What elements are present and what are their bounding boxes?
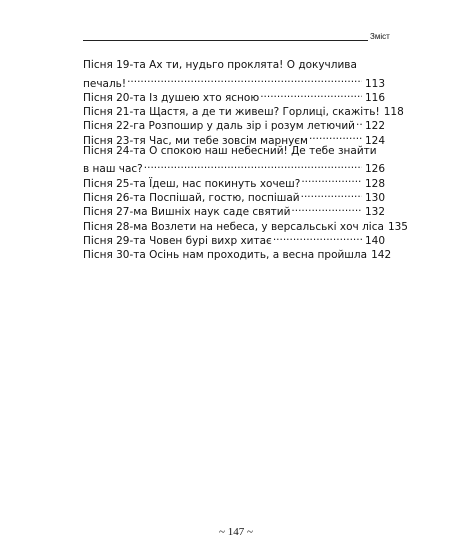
toc-entry-line [83,158,385,176]
toc-entry-title: Пісня 29-та Човен бурі вихр хитає [83,234,272,247]
toc-entry-page: 142 [371,249,392,262]
toc-entry-title: Пісня 26-та Поспішай, гостю, поспішай [83,191,300,204]
dot-leader [301,172,362,186]
toc-entry-page: 130 [364,191,385,204]
toc-entry-page: 113 [364,77,385,90]
toc-entry-page: 128 [364,177,385,190]
toc-entry-title: в наш час? [83,163,143,176]
dot-leader [127,72,362,86]
toc-entry-page: 135 [387,220,408,233]
toc-entry-page: 116 [364,91,385,104]
toc-entry-title: печаль! [83,77,127,90]
toc-entry-title: Пісня 22-га Розпошир у даль зір і розум летючий [83,120,355,133]
dot-leader [273,230,362,244]
dot-leader [301,187,362,201]
header-rule [83,40,368,41]
toc-entry-page: 118 [383,106,404,119]
toc-entry-title: Пісня 28-ма Возлети на небеса, у версальські хоч ліса [83,220,384,233]
toc-entry-title: Пісня 23-тя Час, ми тебе зовсім марнуєм [83,134,308,147]
toc-entry-line [83,144,385,158]
toc-entry-title: Пісня 19-та Ах ти, нудьго проклята! О докучлива [83,59,357,71]
dot-leader [291,201,362,215]
table-of-contents [83,58,408,262]
toc-entry-title: Пісня 27-ма Вишніх наук саде святий [83,206,291,219]
page-number: ~ 147 ~ [219,526,253,538]
toc-entry-title: Пісня 21-та Щастя, а де ти живеш? Горлиці, скажіть! [83,106,380,119]
toc-entry-page: 126 [364,163,385,176]
dot-leader [309,129,362,143]
toc-entry-line [83,72,385,90]
toc-entry-title: Пісня 25-та Їдеш, нас покинуть хочеш? [83,177,301,190]
toc-entry-line [83,87,385,104]
toc-entry-page: 122 [364,120,385,133]
toc-entry-title: Пісня 24-та О спокою наш небесний! Де тебе знайти [83,144,377,157]
toc-entry-page: 140 [364,234,385,247]
dot-leader [260,87,362,101]
running-header: Зміст [370,32,390,41]
dot-leader [356,115,362,129]
toc-entry-line [83,58,385,72]
toc-entry-title: Пісня 30-та Осінь нам проходить, а весна пройшла [83,249,368,262]
toc-entry-page: 124 [364,134,385,147]
dot-leader [144,158,362,172]
toc-entry-page: 132 [364,206,385,219]
toc-entry-title: Пісня 20-та Із душею хто ясною [83,91,260,104]
